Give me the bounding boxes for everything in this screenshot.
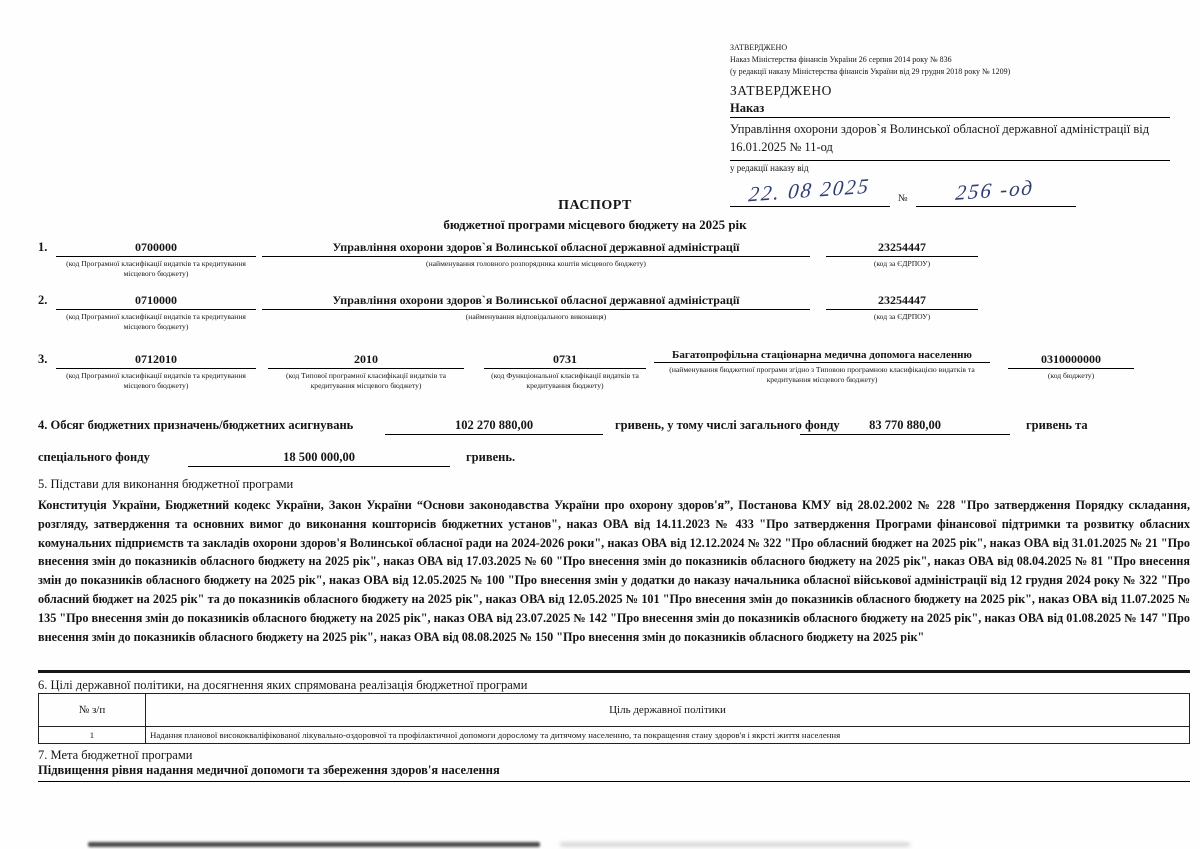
- policy-goal-row-text: Надання планової висококваліфікованої лікувально-оздоровчої та профілактичної допомоги дорослому та дитячому населенню, та покращення стану здоров'я і якрсті життя населення: [146, 727, 1190, 744]
- item3-budget-code: 0310000000: [1008, 352, 1134, 369]
- item3-program-name-caption: (найменування бюджетної програми згідно з Типовою програмною класифікацією видатків та кредитування місцевого бюджету): [669, 365, 975, 385]
- table-row: [39, 727, 1190, 744]
- item6-heading: 6. Цілі державної політики, на досягнення яких спрямована реалізація бюджетної програми: [38, 678, 528, 692]
- item3-typical-code-field: [268, 352, 464, 392]
- item1-name-field: [262, 240, 810, 269]
- item4-mid-text: гривень, у тому числі загального фонду: [615, 418, 840, 432]
- item4-special-fund-amount: 18 500 000,00: [188, 450, 450, 467]
- column-header-number: № з/п: [39, 694, 146, 727]
- document-title-block: [0, 198, 1190, 233]
- item4-label: 4. Обсяг бюджетних призначень/бюджетних асигнувань: [38, 418, 354, 432]
- item1-edrpou-field: [826, 240, 978, 269]
- approved-small-label: ЗАТВЕРДЖЕНО: [730, 43, 788, 52]
- item4-general-fund-amount: 83 770 880,00: [800, 418, 1010, 435]
- item2-code-field: [56, 293, 256, 333]
- item1-number: 1.: [38, 240, 48, 254]
- item4-total-amount: 102 270 880,00: [385, 418, 603, 435]
- item3-prog-code-caption: (код Програмної класифікації видатків та кредитування місцевого бюджету): [66, 371, 246, 391]
- item7-heading: 7. Мета бюджетної програми: [38, 748, 193, 762]
- item5-heading: 5. Підстави для виконання бюджетної програми: [38, 477, 294, 491]
- edition-label: у редакції наказу від: [730, 163, 809, 174]
- policy-goals-header-row: [39, 694, 1190, 727]
- item1-code-caption: (код Програмної класифікації видатків та кредитування місцевого бюджету): [66, 259, 246, 279]
- document-title: ПАСПОРТ: [558, 198, 632, 213]
- item4-special-tail: гривень.: [466, 450, 516, 464]
- item2-name-caption: (найменування відповідального виконавця): [465, 312, 607, 321]
- item3-func-code: 0731: [484, 352, 646, 369]
- item2-name: Управління охорони здоров`я Волинської обласної державної адміністрації: [262, 293, 810, 310]
- item3-func-code-caption: (код Функціональної класифікації видатків та кредитування бюджету): [491, 371, 639, 391]
- item4-tail-text: гривень та: [1026, 418, 1088, 432]
- item1-code: 0700000: [56, 240, 256, 257]
- item3-number: 3.: [38, 352, 48, 366]
- item5-legal-basis-text: Конституція України, Бюджетний кодекс України, Закон України “Основи законодавства України про охорону здоров'я”, Постанова КМУ від 28.02.2002 № 228 "Про затвердження Порядку складання, розгляду, затвердження та основних вимог до виконання кошторисів бюджетних установ", наказ ОВА від 14.11.2023 № 433 "Про затвердження Програми фінансової підтримки та розвитку обласних комунальних підприємств та закладів охорони здоров'я Волинської обласної ради на 2024-2026 роки", наказ ОВА від 12.12.2024 № 322 "Про обласний бюджет на 2025 рік", наказ ОВА від 31.01.2025 № 21 "Про внесення змін до показників обласного бюджету на 2025 рік", наказ ОВА від 17.03.2025 № 60 "Про внесення змін до показників обласного бюджету на 2025 рік", наказ ОВА від 08.04.2025 № 81 "Про внесення змін до показників обласного бюджету на 2025 рік", наказ ОВА від 12.05.2025 № 100 "Про внесення змін у додатки до наказу начальника обласної військової адміністрації від 12 грудня 2024 року № 322 "Про обласний бюджет на 2025 рік" та до показників обласного бюджету на 2025 рік", наказ ОВА від 12.05.2025 № 101 "Про внесення змін до показників обласного бюджету на 2025 рік", наказ ОВА від 11.07.2025 № 135 "Про внесення змін до показників обласного бюджету на 2025 рік", наказ ОВА від 23.07.2025 № 142 "Про внесення змін до показників обласного бюджету на 2025 рік", наказ ОВА від 01.08.2025 № 147 "Про внесення змін до показників обласного бюджету на 2025 рік", наказ ОВА від 08.08.2025 № 150 "Про внесення змін до показників обласного бюджету на 2025 рік": [38, 498, 1190, 644]
- handwritten-number: 256 -од: [954, 175, 1036, 206]
- item2-edrpou: 23254447: [826, 293, 978, 310]
- item1-name: Управління охорони здоров`я Волинської обласної державної адміністрації: [262, 240, 810, 257]
- ministry-order-reference: Наказ Міністерства фінансів України 26 серпня 2014 року № 836: [730, 55, 952, 64]
- scan-artifact-smudge: [88, 842, 540, 847]
- item3-typical-code-caption: (код Типової програмної класифікації видатків та кредитування місцевого бюджету): [285, 371, 446, 391]
- item3-budget-code-field: [1008, 352, 1134, 381]
- item2-edrpou-caption: (код за ЄДРПОУ): [873, 312, 931, 321]
- handwritten-date: 22. 08 2025: [747, 173, 872, 207]
- approved-large-label: ЗАТВЕРДЖЕНО: [730, 83, 832, 98]
- item3-prog-code: 0712010: [56, 352, 256, 369]
- item1-code-field: [56, 240, 256, 280]
- document-subtitle: бюджетної програми місцевого бюджету на 2025 рік: [443, 217, 747, 232]
- item4-line1: [38, 418, 1193, 450]
- item7-program-goal: Підвищення рівня надання медичної допомоги та збереження здоров'я населення: [38, 763, 1190, 782]
- item3-program-name-field: [654, 349, 990, 386]
- item1-edrpou-caption: (код за ЄДРПОУ): [873, 259, 931, 268]
- issuer-line: Управління охорони здоров`я Волинської обласної державної адміністрації від 16.01.2025 № 11-од: [730, 118, 1170, 161]
- policy-goals-table: [38, 693, 1190, 744]
- approval-block: [730, 42, 1170, 207]
- policy-goal-row-number: 1: [39, 727, 146, 744]
- item3-program-name: Багатопрофільна стаціонарна медична допомога населенню: [654, 349, 990, 363]
- item2-number: 2.: [38, 293, 48, 307]
- item2-name-field: [262, 293, 810, 322]
- item4-special-label: спеціального фонду: [38, 450, 150, 464]
- item1-name-caption: (найменування головного розпорядника коштів місцевого бюджету): [426, 259, 646, 268]
- ministry-order-edition: (у редакції наказу Міністерства фінансів України від 29 грудня 2018 року № 1209): [730, 67, 1011, 76]
- item4-block: [38, 418, 1193, 482]
- item2-edrpou-field: [826, 293, 978, 322]
- numero-sign: №: [898, 193, 908, 205]
- item3-prog-code-field: [56, 352, 256, 392]
- item1-edrpou: 23254447: [826, 240, 978, 257]
- item2-code-caption: (код Програмної класифікації видатків та кредитування місцевого бюджету): [66, 312, 246, 332]
- item3-budget-code-caption: (код бюджету): [1047, 371, 1095, 380]
- item3-func-code-field: [484, 352, 646, 392]
- order-label: Наказ: [730, 101, 1170, 118]
- item2-code: 0710000: [56, 293, 256, 310]
- section-divider-line: [38, 670, 1190, 673]
- item3-typical-code: 2010: [268, 352, 464, 369]
- column-header-goal: Ціль державної політики: [146, 694, 1190, 727]
- scan-artifact-smudge-faint: [560, 843, 910, 846]
